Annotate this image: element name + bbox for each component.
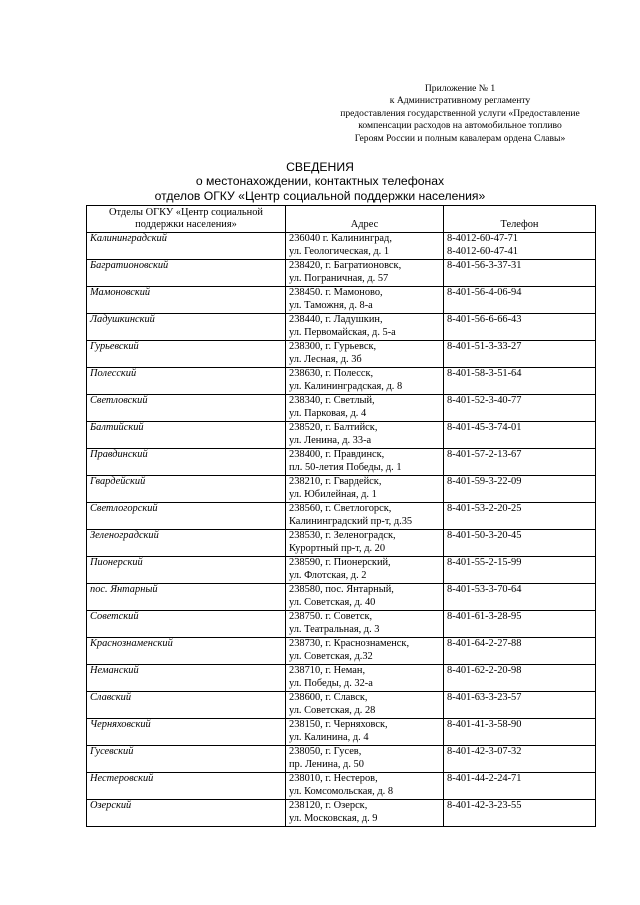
department-name: Зеленоградский bbox=[87, 530, 286, 557]
table-header-row bbox=[87, 206, 596, 233]
address-line: ул. Флотская, д. 2 bbox=[289, 569, 367, 581]
table-row bbox=[87, 260, 596, 287]
phone-cell bbox=[444, 476, 596, 503]
address-line: ул. Ленина, д. 33-а bbox=[289, 434, 372, 446]
table-row bbox=[87, 665, 596, 692]
phone-cell bbox=[444, 314, 596, 341]
department-name: Советский bbox=[87, 611, 286, 638]
address-line: 238400, г. Правдинск, bbox=[289, 449, 385, 460]
department-name: Светлогорский bbox=[87, 503, 286, 530]
department-name: Неманский bbox=[87, 665, 286, 692]
address-cell bbox=[286, 476, 444, 503]
department-name: Черняховский bbox=[87, 719, 286, 746]
address-cell bbox=[286, 233, 444, 260]
address-cell bbox=[286, 665, 444, 692]
address-cell bbox=[286, 422, 444, 449]
table-row bbox=[87, 584, 596, 611]
phone-number: 8-401-53-3-70-64 bbox=[447, 584, 522, 595]
address-line: 238050, г. Гусев, bbox=[289, 746, 362, 757]
department-name: Гвардейский bbox=[87, 476, 286, 503]
phone-number: 8-401-42-3-07-32 bbox=[447, 746, 522, 757]
phone-cell bbox=[444, 530, 596, 557]
phone-number: 8-401-50-3-20-45 bbox=[447, 530, 522, 541]
title-line: о местонахождении, контактных телефонах bbox=[195, 174, 445, 189]
phone-number: 8-401-56-4-06-94 bbox=[447, 287, 522, 298]
departments-table bbox=[86, 205, 596, 827]
address-cell bbox=[286, 773, 444, 800]
phone-number: 8-401-41-3-58-90 bbox=[447, 719, 522, 730]
address-line: 238710, г. Неман, bbox=[289, 665, 366, 676]
phone-number: 8-401-52-3-40-77 bbox=[447, 395, 522, 406]
phone-cell bbox=[444, 584, 596, 611]
address-cell bbox=[286, 314, 444, 341]
header-phone: Телефон bbox=[444, 206, 596, 233]
address-cell bbox=[286, 638, 444, 665]
department-name: Нестеровский bbox=[87, 773, 286, 800]
phone-number: 8-401-53-2-20-25 bbox=[447, 503, 522, 514]
address-cell bbox=[286, 341, 444, 368]
address-line: ул. Комсомольская, д. 8 bbox=[289, 785, 394, 797]
address-line: 238600, г. Славск, bbox=[289, 692, 368, 703]
address-cell bbox=[286, 287, 444, 314]
title-line: отделов ОГКУ «Центр социальной поддержки населения» bbox=[154, 188, 486, 203]
phone-cell bbox=[444, 503, 596, 530]
phone-cell bbox=[444, 233, 596, 260]
table-row bbox=[87, 800, 596, 827]
table-body bbox=[87, 233, 596, 827]
table-row bbox=[87, 287, 596, 314]
address-line: ул. Пограничная, д. 57 bbox=[289, 272, 389, 284]
address-line: 238520, г. Балтийск, bbox=[289, 422, 378, 433]
phone-number: 8-401-59-3-22-09 bbox=[447, 476, 522, 487]
table-row bbox=[87, 368, 596, 395]
table-row bbox=[87, 503, 596, 530]
phone-number: 8-401-57-2-13-67 bbox=[447, 449, 522, 460]
phone-number: 8-401-45-3-74-01 bbox=[447, 422, 522, 433]
department-name: Светловский bbox=[87, 395, 286, 422]
address-cell bbox=[286, 800, 444, 827]
appendix-line: предоставления государственной услуги «Предоставление bbox=[340, 107, 580, 119]
address-line: ул. Таможня, д. 8-а bbox=[289, 299, 373, 311]
phone-number: 8-401-56-6-66-43 bbox=[447, 314, 522, 325]
address-line: ул. Победы, д. 32-а bbox=[289, 677, 373, 689]
address-cell bbox=[286, 746, 444, 773]
address-cell bbox=[286, 584, 444, 611]
phone-cell bbox=[444, 287, 596, 314]
phone-number: 8-4012-60-47-41 bbox=[447, 245, 518, 257]
table-row bbox=[87, 449, 596, 476]
phone-cell bbox=[444, 719, 596, 746]
department-name: Пионерский bbox=[87, 557, 286, 584]
appendix-line: компенсации расходов на автомобильное топливо bbox=[358, 120, 562, 132]
table-row bbox=[87, 638, 596, 665]
table-row bbox=[87, 557, 596, 584]
address-line: 238420, г. Багратионовск, bbox=[289, 260, 402, 271]
department-name: пос. Янтарный bbox=[87, 584, 286, 611]
department-name: Гурьевский bbox=[87, 341, 286, 368]
table-row bbox=[87, 719, 596, 746]
appendix-block bbox=[330, 83, 590, 145]
table-row bbox=[87, 233, 596, 260]
table-row bbox=[87, 395, 596, 422]
address-line: ул. Парковая, д. 4 bbox=[289, 407, 367, 419]
address-line: пр. Ленина, д. 50 bbox=[289, 758, 364, 770]
phone-number: 8-401-51-3-33-27 bbox=[447, 341, 522, 352]
address-cell bbox=[286, 260, 444, 287]
address-line: 238440, г. Ладушкин, bbox=[289, 314, 383, 325]
address-cell bbox=[286, 503, 444, 530]
address-cell bbox=[286, 692, 444, 719]
address-line: 238730, г. Краснознаменск, bbox=[289, 638, 410, 649]
phone-number: 8-401-44-2-24-71 bbox=[447, 773, 522, 784]
address-line: ул. Советская, д. 40 bbox=[289, 596, 376, 608]
appendix-line: Приложение № 1 bbox=[424, 83, 496, 94]
table-row bbox=[87, 773, 596, 800]
address-line: ул. Калининградская, д. 8 bbox=[289, 380, 403, 392]
table-row bbox=[87, 422, 596, 449]
address-line: 238210, г. Гвардейск, bbox=[289, 476, 382, 487]
phone-number: 8-401-56-3-37-31 bbox=[447, 260, 522, 271]
address-line: 238750. г. Советск, bbox=[289, 611, 373, 622]
table-row bbox=[87, 314, 596, 341]
phone-cell bbox=[444, 638, 596, 665]
address-line: Курортный пр-т, д. 20 bbox=[289, 542, 386, 554]
address-cell bbox=[286, 719, 444, 746]
address-line: 238450. г. Мамоново, bbox=[289, 287, 383, 298]
phone-cell bbox=[444, 422, 596, 449]
table-row bbox=[87, 611, 596, 638]
address-cell bbox=[286, 395, 444, 422]
address-line: ул. Советская, д.32 bbox=[289, 650, 373, 662]
phone-cell bbox=[444, 800, 596, 827]
phone-cell bbox=[444, 341, 596, 368]
table-row bbox=[87, 341, 596, 368]
department-name: Правдинский bbox=[87, 449, 286, 476]
department-name: Багратионовский bbox=[87, 260, 286, 287]
address-line: Калининградский пр-т, д.35 bbox=[289, 515, 413, 527]
address-line: 238580, пос. Янтарный, bbox=[289, 584, 394, 595]
phone-number: 8-401-42-3-23-55 bbox=[447, 800, 522, 811]
phone-cell bbox=[444, 773, 596, 800]
phone-number: 8-4012-60-47-71 bbox=[447, 233, 518, 244]
phone-cell bbox=[444, 260, 596, 287]
phone-cell bbox=[444, 692, 596, 719]
department-name: Мамоновский bbox=[87, 287, 286, 314]
address-line: 238340, г. Светлый, bbox=[289, 395, 375, 406]
address-line: 238590, г. Пионерский, bbox=[289, 557, 391, 568]
title-line: СВЕДЕНИЯ bbox=[286, 160, 354, 174]
department-name: Озерский bbox=[87, 800, 286, 827]
address-cell bbox=[286, 530, 444, 557]
department-name: Ладушкинский bbox=[87, 314, 286, 341]
phone-cell bbox=[444, 746, 596, 773]
department-name: Полесский bbox=[87, 368, 286, 395]
phone-number: 8-401-55-2-15-99 bbox=[447, 557, 522, 568]
department-name: Краснознаменский bbox=[87, 638, 286, 665]
address-line: 238120, г. Озерск, bbox=[289, 800, 368, 811]
address-line: ул. Советская, д. 28 bbox=[289, 704, 376, 716]
address-line: 238300, г. Гурьевск, bbox=[289, 341, 377, 352]
department-name: Калининградский bbox=[87, 233, 286, 260]
address-line: ул. Юбилейная, д. 1 bbox=[289, 488, 377, 500]
phone-cell bbox=[444, 449, 596, 476]
phone-cell bbox=[444, 611, 596, 638]
address-line: 238630, г. Полесск, bbox=[289, 368, 374, 379]
address-line: ул. Первомайская, д. 5-а bbox=[289, 326, 396, 338]
address-cell bbox=[286, 557, 444, 584]
address-line: ул. Московская, д. 9 bbox=[289, 812, 378, 824]
address-line: ул. Театральная, д. 3 bbox=[289, 623, 380, 635]
table-row bbox=[87, 746, 596, 773]
table-row bbox=[87, 692, 596, 719]
address-line: 238010, г. Нестеров, bbox=[289, 773, 378, 784]
address-cell bbox=[286, 368, 444, 395]
phone-number: 8-401-58-3-51-64 bbox=[447, 368, 522, 379]
address-line: ул. Лесная, д. 3б bbox=[289, 353, 362, 365]
address-line: 236040 г. Калининград, bbox=[289, 233, 392, 244]
address-line: ул. Калинина, д. 4 bbox=[289, 731, 369, 743]
phone-cell bbox=[444, 395, 596, 422]
department-name: Гусевский bbox=[87, 746, 286, 773]
address-line: 238150, г. Черняховск, bbox=[289, 719, 388, 730]
table-row bbox=[87, 530, 596, 557]
phone-cell bbox=[444, 557, 596, 584]
table-row bbox=[87, 476, 596, 503]
phone-number: 8-401-63-3-23-57 bbox=[447, 692, 522, 703]
department-name: Славский bbox=[87, 692, 286, 719]
phone-number: 8-401-62-2-20-98 bbox=[447, 665, 522, 676]
address-line: пл. 50-летия Победы, д. 1 bbox=[289, 461, 402, 473]
document-title bbox=[100, 160, 540, 203]
department-name: Балтийский bbox=[87, 422, 286, 449]
phone-cell bbox=[444, 665, 596, 692]
address-line: ул. Геологическая, д. 1 bbox=[289, 245, 390, 257]
appendix-line: к Административному регламенту bbox=[389, 95, 531, 107]
address-cell bbox=[286, 449, 444, 476]
phone-number: 8-401-64-2-27-88 bbox=[447, 638, 522, 649]
phone-number: 8-401-61-3-28-95 bbox=[447, 611, 522, 622]
phone-cell bbox=[444, 368, 596, 395]
address-line: 238560, г. Светлогорск, bbox=[289, 503, 392, 514]
appendix-line: Героям России и полным кавалерам ордена Славы» bbox=[354, 132, 566, 144]
header-department: Отделы ОГКУ «Центр социальной поддержки населения» bbox=[87, 206, 286, 233]
address-line: 238530, г. Зеленоградск, bbox=[289, 530, 396, 541]
header-address: Адрес bbox=[286, 206, 444, 233]
address-cell bbox=[286, 611, 444, 638]
